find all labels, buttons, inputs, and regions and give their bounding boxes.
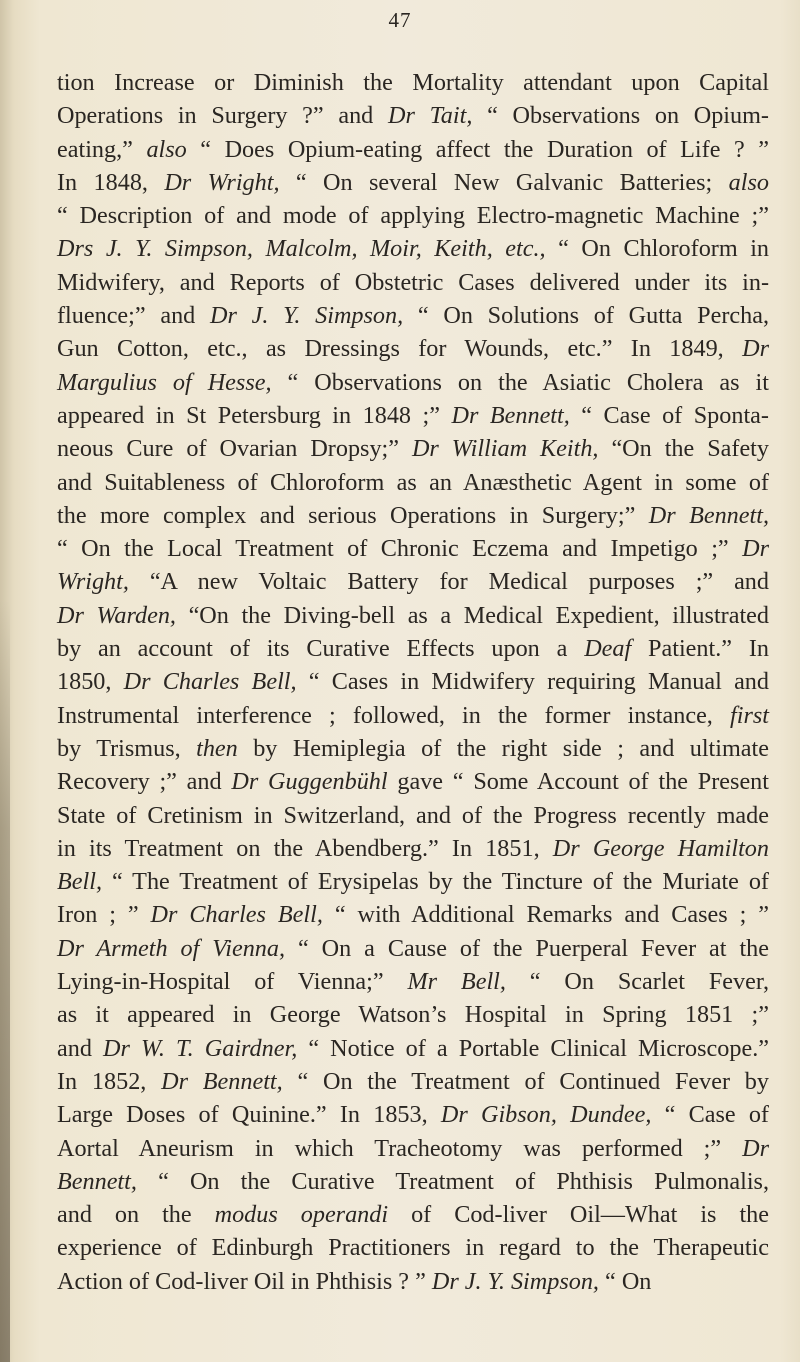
italic-text: Dr	[742, 535, 769, 563]
text-run: “ On Scarlet Fever,	[505, 968, 770, 996]
italic-text: Bennett,	[57, 1167, 137, 1195]
text-run: “ On the Curative Treatment of Phthisis Pulmonalis,	[136, 1167, 769, 1195]
text-run: tion Increase or Diminish the Mortality attendant upon Capital	[57, 69, 769, 96]
text-run: “On the Safety	[598, 435, 770, 463]
text-line	[57, 799, 769, 832]
italic-text: then	[196, 734, 238, 762]
text-line	[57, 199, 769, 232]
text-line	[57, 532, 769, 565]
text-line	[57, 1065, 769, 1098]
text-run: “ Does Opium-eating affect the Duration of Life ? ”	[186, 135, 769, 163]
text-line	[57, 732, 769, 765]
text-run: Large Doses of Quinine.” In 1853,	[57, 1101, 441, 1129]
text-run: In 1848,	[57, 168, 165, 196]
italic-text: also	[146, 135, 187, 163]
italic-text: Dr	[742, 1134, 769, 1162]
text-run: fluence;” and	[57, 302, 211, 330]
text-line	[57, 1098, 769, 1131]
text-line	[57, 898, 769, 931]
text-line	[57, 1231, 769, 1264]
text-run: eating,”	[57, 135, 147, 163]
italic-text: Dr Armeth of Vienna,	[57, 934, 286, 962]
text-line	[57, 599, 769, 632]
italic-text: Deaf	[584, 635, 632, 663]
text-line	[57, 1165, 769, 1198]
text-run: by Hemiplegia of the right side ; and ultimate	[237, 734, 769, 762]
text-run: “ Description of and mode of applying Electro-magnetic Machine ;”	[57, 202, 769, 230]
italic-text: Dr Guggenbühl	[231, 768, 388, 796]
text-run: “ Observations on the Asiatic Cholera as it	[271, 368, 769, 396]
text-line	[57, 166, 769, 199]
italic-text: Dr W. T. Gairdner,	[103, 1034, 298, 1062]
text-run: by an account of its Curative Effects upon a	[57, 635, 585, 663]
text-line	[57, 366, 769, 399]
text-line	[57, 466, 769, 499]
text-line	[57, 965, 769, 998]
italic-text: first	[730, 701, 769, 729]
italic-text: Margulius of Hesse,	[57, 368, 272, 396]
text-run: neous Cure of Ovarian Dropsy;”	[57, 435, 412, 463]
text-line	[57, 832, 769, 865]
italic-text: modus operandi	[214, 1201, 389, 1229]
text-run: Recovery ;” and	[57, 768, 232, 796]
body-text	[57, 66, 769, 1298]
text-line	[57, 499, 769, 532]
binding-shadow	[0, 600, 10, 1362]
text-run: State of Cretinism in Switzerland, and of the Progress recently made	[57, 801, 769, 829]
text-run: Action of Cod-liver Oil in Phthisis ? ”	[57, 1267, 432, 1295]
text-run: Patient.” In	[631, 635, 769, 663]
text-run: “ On	[598, 1267, 652, 1295]
text-line	[57, 932, 769, 965]
text-run: and	[57, 1034, 103, 1062]
text-run: “ On the Treatment of Continued Fever by	[282, 1067, 769, 1095]
text-run: by Trismus,	[57, 734, 197, 762]
text-run: “ Notice of a Portable Clinical Microscope.”	[297, 1034, 769, 1062]
italic-text: Dr Charles Bell,	[150, 901, 323, 929]
text-run: “ The Treatment of Erysipelas by the Tincture of the Muriate of	[102, 868, 769, 896]
text-run: and on the	[57, 1201, 215, 1229]
text-run: “ Case of	[651, 1101, 769, 1129]
italic-text: Dr J. Y. Simpson,	[210, 302, 404, 330]
italic-text: Dr Tait,	[387, 102, 473, 130]
text-line	[57, 699, 769, 732]
text-run: Midwifery, and Reports of Obstetric Cases delivered under its in-	[57, 268, 769, 296]
text-run: experience of Edinburgh Practitioners in regard to the Therapeutic	[57, 1234, 769, 1262]
text-run: In 1852,	[57, 1067, 162, 1095]
text-line	[57, 133, 769, 166]
italic-text: Dr Bennett,	[648, 501, 769, 529]
text-line	[57, 332, 769, 365]
italic-text: Mr Bell,	[407, 968, 506, 996]
italic-text: Dr	[742, 335, 769, 363]
text-run: “ On Chloroform in	[545, 235, 770, 263]
italic-text: Dr J. Y. Simpson,	[431, 1267, 599, 1295]
text-run: “ On Solutions of Gutta Percha,	[403, 302, 769, 330]
text-line	[57, 665, 769, 698]
text-run: “ with Additional Remarks and Cases ; ”	[322, 901, 769, 929]
italic-text: Dr William Keith,	[411, 435, 599, 463]
page-number: 47	[388, 8, 412, 32]
text-line	[57, 299, 769, 332]
text-line	[57, 1265, 769, 1298]
italic-text: Bell,	[57, 868, 102, 896]
text-run: “A new Voltaic Battery for Medical purposes ;” and	[128, 568, 769, 596]
text-line	[57, 998, 769, 1031]
text-line	[57, 565, 769, 598]
text-run: “ Observations on Opium-	[472, 102, 769, 130]
text-line	[57, 1132, 769, 1165]
text-line	[57, 399, 769, 432]
text-run: Iron ; ”	[57, 901, 151, 929]
text-line	[57, 66, 769, 99]
text-run: “ Case of Sponta-	[569, 401, 769, 429]
text-run: as it appeared in George Watson’s Hospital in Spring 1851 ;”	[57, 1001, 769, 1029]
text-line	[57, 432, 769, 465]
text-line	[57, 1198, 769, 1231]
text-run: “ On a Cause of the Puerperal Fever at the	[285, 934, 770, 962]
text-run: and Suitableness of Chloroform as an Anæsthetic Agent in some of	[57, 468, 769, 496]
text-run: the more complex and serious Operations in Surgery;”	[57, 501, 649, 529]
text-line	[57, 99, 769, 132]
text-line	[57, 865, 769, 898]
italic-text: Dr Gibson, Dundee,	[440, 1101, 652, 1129]
text-run: of Cod-liver Oil—What is the	[388, 1201, 769, 1229]
text-run: “On the Diving-bell as a Medical Expedient, illustrated	[175, 601, 770, 629]
text-run: 1850,	[57, 668, 124, 696]
text-run: appeared in St Petersburg in 1848 ;”	[57, 401, 452, 429]
text-line	[57, 632, 769, 665]
italic-text: Dr George Hamilton	[552, 834, 769, 862]
text-run: gave “ Some Account of the Present	[387, 768, 769, 796]
text-run: Gun Cotton, etc., as Dressings for Wounds, etc.” In 1849,	[57, 335, 743, 363]
italic-text: Dr Warden,	[57, 601, 176, 629]
italic-text: also	[728, 168, 769, 196]
italic-text: Dr Bennett,	[451, 401, 570, 429]
text-run: Lying-in-Hospital of Vienna;”	[57, 968, 408, 996]
text-run: Instrumental interference ; followed, in the former instance,	[57, 701, 730, 729]
text-run: Operations in Surgery ?” and	[57, 102, 388, 130]
italic-text: Dr Bennett,	[161, 1067, 283, 1095]
text-run: “ On the Local Treatment of Chronic Eczema and Impetigo ;”	[57, 535, 743, 563]
text-run: in its Treatment on the Abendberg.” In 1851,	[57, 834, 553, 862]
italic-text: Dr Charles Bell,	[123, 668, 297, 696]
text-line	[57, 1032, 769, 1065]
text-line	[57, 765, 769, 798]
italic-text: Drs J. Y. Simpson, Malcolm, Moir, Keith, etc.,	[57, 235, 546, 263]
text-line	[57, 232, 769, 265]
text-run: Aortal Aneurism in which Tracheotomy was performed ;”	[57, 1134, 743, 1162]
italic-text: Dr Wright,	[164, 168, 280, 196]
italic-text: Wright,	[57, 568, 129, 596]
text-run: “ Cases in Midwifery requiring Manual and	[296, 668, 769, 696]
text-run: “ On several New Galvanic Batteries;	[279, 168, 729, 196]
text-line	[57, 266, 769, 299]
